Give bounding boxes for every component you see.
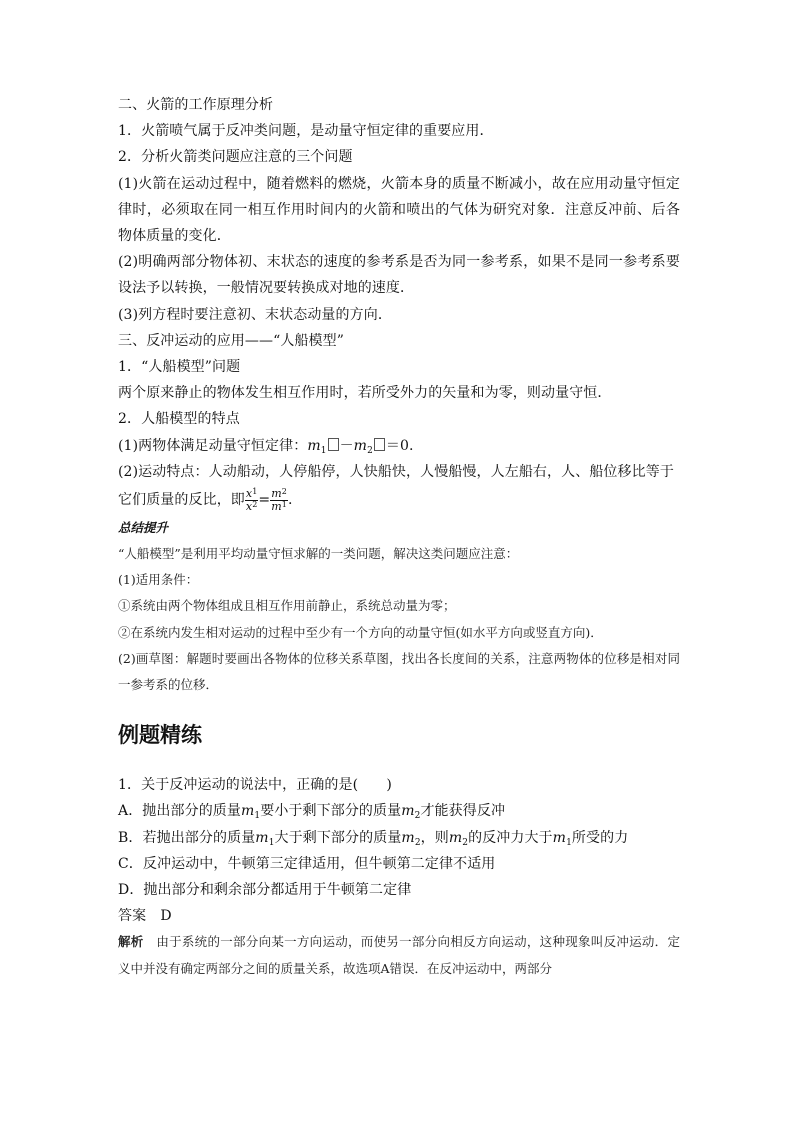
fraction-m <box>270 488 288 513</box>
section2-p1: 1．火箭喷气属于反冲类问题，是动量守恒定律的重要应用． <box>118 123 494 140</box>
answer <box>118 903 680 929</box>
summary-p3: ①系统由两个物体组成且相互作用前静止，系统总动量为零； <box>118 598 456 614</box>
option-b-s4: 1 <box>566 837 572 848</box>
option-b-m4: m <box>552 829 567 846</box>
missing-glyph-icon <box>328 438 339 451</box>
frac-x-den: x <box>245 499 253 513</box>
ratio-equals: = <box>258 492 271 509</box>
option-a-text2: 要小于剩下部分的质量 <box>260 803 402 820</box>
frac-m-den: m <box>271 499 282 513</box>
section3-p1: 1．“人船模型”问题 <box>118 359 241 376</box>
option-a-s2: 2 <box>414 811 421 822</box>
option-b <box>118 825 680 851</box>
formula-prefix: (1)两物体满足动量守恒定律： <box>118 437 308 454</box>
formula-suffix: ＝0. <box>385 437 414 454</box>
section3-p2: 两个原来静止的物体发生相互作用时，若所受外力的矢量和为零，则动量守恒． <box>118 385 612 402</box>
option-a-s1: 1 <box>254 811 261 822</box>
option-a-m2: m <box>401 803 415 820</box>
option-b-s3: 2 <box>462 837 469 848</box>
option-b-text3: ，则 <box>420 829 449 846</box>
summary-p5: (2)画草图：解题时要画出各物体的位移关系草图，找出各长度间的关系，注意两物体的位移是相对同一参考系的位移． <box>118 650 680 693</box>
section2-p3: (1)火箭在运动过程中，随着燃料的燃烧，火箭本身的质量不断减小，故在应用动量守恒定律时，必须取在同一相互作用时间内的火箭和喷出的气体为研究对象．注意反冲前、后各物体质量的变化． <box>118 175 680 245</box>
ratio-prefix: 它们质量的反比，即 <box>118 492 245 509</box>
option-d: D．抛出部分和剩余部分都适用于牛顿第二定律 <box>118 882 412 899</box>
option-b-m2: m <box>401 829 415 846</box>
fraction-x <box>245 488 259 513</box>
section2-heading: 二、火箭的工作原理分析 <box>118 97 274 113</box>
section2-p4: (2)明确两部分物体初、末状态的速度的参考系是否为同一参考系，如果不是同一参考系要设法予以转换，一般情况要转换成对地的速度． <box>118 254 680 297</box>
option-a-text3: 才能获得反冲 <box>420 803 506 820</box>
answer-value: D <box>160 908 172 925</box>
formula-m2: m <box>353 437 368 454</box>
question-1: 1．关于反冲运动的说法中，正确的是( ) <box>118 777 392 794</box>
ratio-suffix: . <box>288 492 293 509</box>
analysis-text: 由于系统的一部分向某一方向运动，而使另一部分向相反方向运动，这种现象叫反冲运动．定义中并没有确定两部分之间的质量关系，故选项A错误．在反冲运动中，两部分 <box>118 934 680 976</box>
formula-minus: － <box>339 437 354 454</box>
option-b-text1: B．若抛出部分的质量 <box>118 829 256 846</box>
summary-title: 总结提升 <box>118 520 169 536</box>
document-page <box>118 92 680 982</box>
section2-p2: 2．分析火箭类问题应注意的三个问题 <box>118 149 353 166</box>
option-b-text5: 所受的力 <box>571 829 629 846</box>
section3-heading: 三、反冲运动的应用——“人船模型” <box>118 332 345 349</box>
frac-m-num-index: 2 <box>281 486 287 496</box>
formula-sub2: 2 <box>367 445 373 456</box>
frac-x-num-index: 1 <box>252 486 258 496</box>
frac-m-num: m <box>271 486 282 500</box>
section3-p6 <box>118 485 680 515</box>
option-b-s1: 1 <box>268 837 275 848</box>
section3-p5: (2)运动特点：人动船动，人停船停，人快船快，人慢船慢，人左船右，人、船位移比等于 <box>118 463 674 480</box>
summary-p1: “人船模型”是利用平均动量守恒求解的一类问题，解决这类问题应注意： <box>118 546 519 562</box>
option-b-s2: 2 <box>414 837 421 848</box>
option-a-m1: m <box>241 803 255 820</box>
frac-x-den-index: 2 <box>252 499 258 509</box>
section3-p4 <box>118 433 680 459</box>
option-a-text1: A．抛出部分的质量 <box>118 803 242 820</box>
analysis <box>118 929 680 981</box>
frac-m-den-index: 1 <box>281 499 287 509</box>
section3-p3: 2．人船模型的特点 <box>118 411 240 428</box>
option-b-text4: 的反冲力大于 <box>468 829 553 846</box>
section2-p5: (3)列方程时要注意初、末状态动量的方向． <box>118 306 392 323</box>
formula-m1: m <box>307 437 321 454</box>
option-b-m1: m <box>255 829 269 846</box>
option-c: C．反冲运动中，牛顿第三定律适用，但牛顿第二定律不适用 <box>118 855 496 872</box>
examples-heading: 例题精练 <box>118 723 202 748</box>
formula-sub1: 1 <box>320 445 327 456</box>
option-a <box>118 798 680 824</box>
option-b-m3: m <box>448 829 463 846</box>
missing-glyph-icon <box>374 438 385 451</box>
summary-p2: (1)适用条件： <box>118 572 199 588</box>
frac-x-num: x <box>245 486 253 500</box>
summary-p4: ②在系统内发生相对运动的过程中至少有一个方向的动量守恒(如水平方向或竖直方向)． <box>118 624 603 640</box>
analysis-label: 解析 <box>118 934 144 950</box>
answer-label: 答案 <box>118 908 147 925</box>
option-b-text2: 大于剩下部分的质量 <box>274 829 402 846</box>
